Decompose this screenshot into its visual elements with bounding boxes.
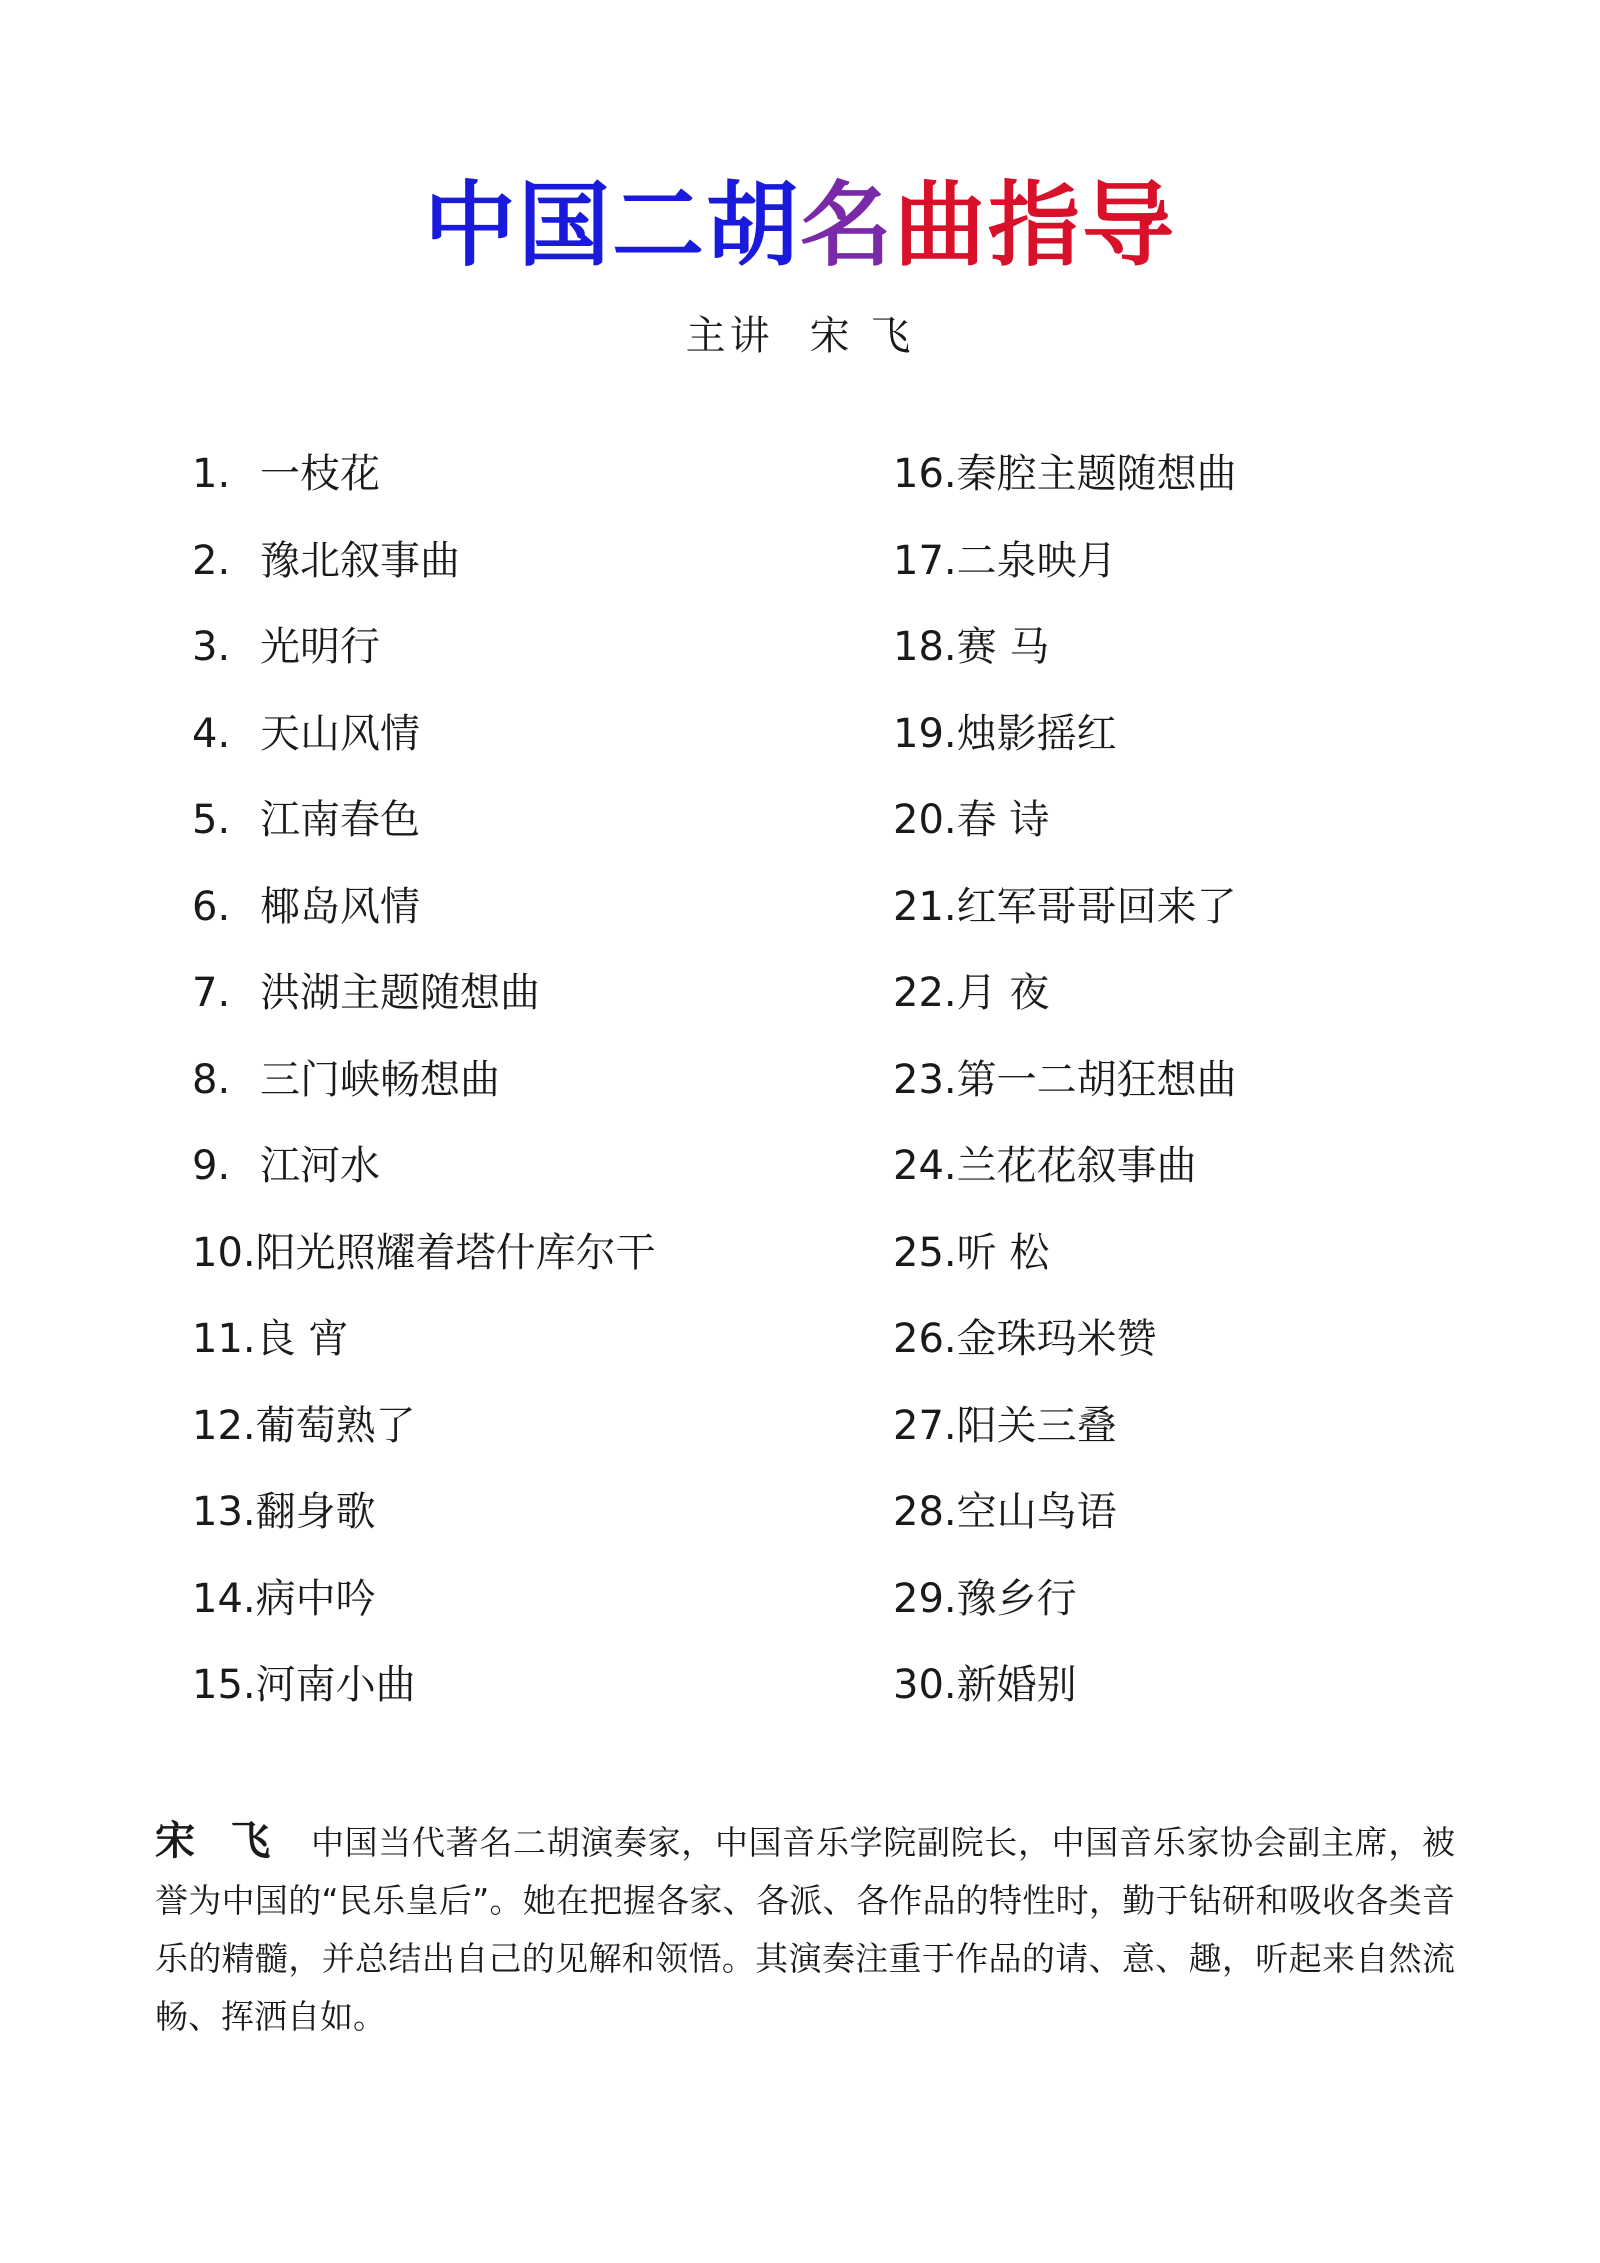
song-number: 10. [192,1229,256,1276]
song-number: 27. [893,1402,957,1449]
song-list-item [192,879,656,966]
song-title: 兰花花叙事曲 [956,1143,1197,1189]
song-number: 23. [893,1056,957,1103]
song-list-item [192,1311,656,1398]
song-list-item [192,1484,656,1571]
song-number: 5. [192,797,231,843]
song-number: 4. [192,710,231,757]
song-list-item [893,879,1237,966]
song-number: 18. [893,624,957,670]
song-title: 豫北叙事曲 [260,537,460,584]
song-list-item [893,1484,1237,1571]
song-title: 第一二胡狂想曲 [956,1056,1237,1103]
song-title: 金珠玛米赞 [956,1316,1157,1362]
song-title: 江河水 [260,1143,380,1189]
song-list-item [893,706,1237,793]
song-list-item [893,792,1237,879]
lecturer-bio [155,1812,1455,2046]
song-number: 28. [893,1489,957,1535]
title-part-red: 曲指导 [894,171,1177,279]
song-number: 1. [192,451,231,497]
song-title: 洪湖主题随想曲 [260,970,540,1016]
song-number: 2. [192,537,231,584]
song-list-item [192,619,656,706]
song-number: 11. [192,1316,256,1362]
song-number: 20. [893,797,957,843]
lecturer-name: 宋 飞 [809,313,915,359]
song-number: 17. [893,537,957,584]
lecturer-role: 主讲 [685,313,774,359]
song-list-item [893,965,1237,1052]
song-list-item [192,965,656,1052]
song-number: 6. [192,883,231,930]
song-title: 赛 马 [956,624,1050,670]
song-title: 光明行 [260,624,380,670]
song-number: 7. [192,970,231,1016]
song-title: 江南春色 [260,797,420,843]
song-list-item [893,1052,1237,1139]
song-list-left [192,446,656,1744]
song-list-item [192,446,656,533]
song-list-right [893,446,1237,1744]
song-list-item [192,1398,656,1485]
song-number: 21. [893,883,957,930]
song-number: 24. [893,1143,957,1189]
title-part-purple: 名 [799,171,894,279]
lecturer-line [0,308,1600,364]
song-title: 良 宵 [255,1316,349,1362]
song-list-item [893,1398,1237,1485]
song-number: 26. [893,1316,957,1362]
song-list-item [192,1657,656,1744]
song-number: 19. [893,710,957,757]
song-title: 月 夜 [956,970,1050,1016]
song-number: 15. [192,1662,256,1708]
song-title: 葡萄熟了 [255,1402,416,1449]
song-number: 9. [192,1143,231,1189]
song-title: 春 诗 [956,797,1050,843]
song-number: 30. [893,1662,957,1708]
song-title: 空山鸟语 [956,1489,1117,1535]
song-number: 12. [192,1402,256,1449]
song-title: 椰岛风情 [260,883,420,930]
song-title: 秦腔主题随想曲 [956,451,1237,497]
song-number: 22. [893,970,957,1016]
song-list-item [893,1657,1237,1744]
song-list-item [893,533,1237,620]
song-number: 13. [192,1489,256,1535]
song-number: 16. [893,451,957,497]
song-title: 听 松 [956,1229,1050,1276]
song-title: 阳关三叠 [956,1402,1117,1449]
song-title: 病中吟 [255,1575,376,1622]
song-list-item [192,1052,656,1139]
song-title: 河南小曲 [255,1662,416,1708]
song-list-item [893,1571,1237,1658]
song-title: 二泉映月 [956,537,1117,584]
bio-name: 宋 飞 [155,1817,281,1864]
song-number: 14. [192,1575,256,1622]
bio-text: 中国当代著名二胡演奏家，中国音乐学院副院长，中国音乐家协会副主席，被誉为中国的“民乐皇后”。她在把握各家、各派、各作品的特性时，勤于钻研和吸收各类音乐的精髓，并总结出自己的见解和领悟。其演奏注重于作品的请、意、趣，听起来自然流畅、挥洒自如。 [155,1823,1455,2036]
song-list-item [893,446,1237,533]
title-part-blue: 中国二胡 [423,171,800,279]
song-number: 29. [893,1575,957,1622]
song-list-item [192,533,656,620]
song-number: 8. [192,1056,231,1103]
song-list-item [192,792,656,879]
song-list-item [192,1138,656,1225]
song-number: 25. [893,1229,957,1276]
song-list-item [893,1225,1237,1312]
song-title: 红军哥哥回来了 [956,883,1237,930]
song-title: 三门峡畅想曲 [260,1056,500,1103]
song-list-item [192,1225,656,1312]
song-list-item [192,706,656,793]
song-number: 3. [192,624,231,670]
song-title: 阳光照耀着塔什库尔干 [255,1229,656,1276]
song-list-item [893,619,1237,706]
song-title: 翻身歌 [255,1489,376,1535]
song-title: 烛影摇红 [956,710,1117,757]
page-title [0,165,1600,285]
song-title: 一枝花 [260,451,380,497]
song-title: 豫乡行 [956,1575,1077,1622]
song-list-item [893,1311,1237,1398]
song-list-item [893,1138,1237,1225]
song-title: 天山风情 [260,710,420,757]
song-list-item [192,1571,656,1658]
song-title: 新婚别 [956,1662,1077,1708]
